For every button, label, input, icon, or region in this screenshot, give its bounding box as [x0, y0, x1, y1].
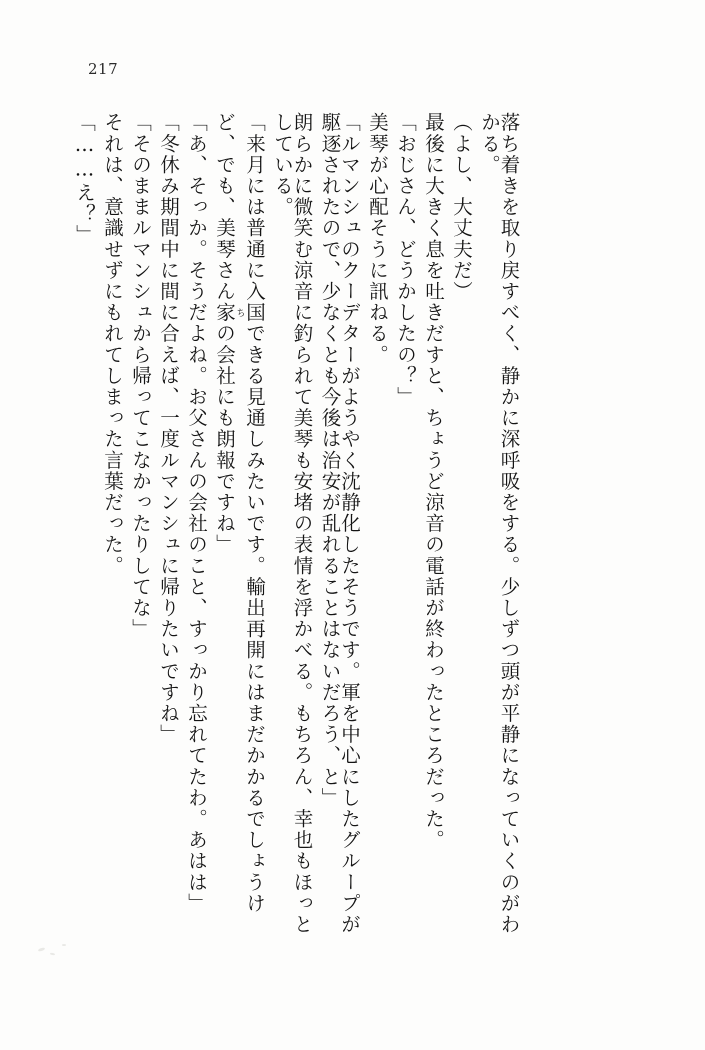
text-column: それは、意識せずにもれてしまった言葉だった。	[101, 112, 124, 577]
page-number: 217	[88, 60, 119, 78]
text-column: 最後に大きく息を吐きだすと、ちょうど涼音の電話が終わったところだった。	[422, 112, 445, 851]
text-column: 美琴が心配そうに訊ねる。	[366, 112, 389, 366]
text-column: 「おじさん、どうかしたの？」	[394, 112, 417, 408]
vertical-text-body	[66, 112, 631, 952]
scan-artifact	[38, 947, 46, 952]
text-column: 「……え？」	[73, 112, 96, 246]
scan-artifact	[62, 944, 66, 946]
text-column: 「ルマンシュのクーデターがようやく沈静化したそうです。軍を中心にしたグループが駆逐されたので、少なくとも今後は治安が乱れることはないだろう、と」	[318, 112, 361, 935]
text-column: 落ち着きを取り戻すべく、静かに深呼吸をする。少しずつ頭が平静になっていくのがわかる。	[478, 112, 521, 935]
text-column: （よし、大丈夫だ）	[450, 112, 473, 302]
text-column: 「そのままルマンシュから帰ってこなかったりしてな」	[129, 112, 152, 640]
text-column: 朗らかに微笑む涼音に釣られて美琴も安堵の表情を浮かべる。もちろん、幸也もほっとしている。	[271, 112, 314, 935]
text-column: 「来月には普通に入国できる見通しみたいです。輸出再開にはまだかかるでしょうけど、でも、美琴さん家ちの会社にも朗報ですね」	[213, 112, 266, 914]
text-column: 「冬休み期間中に間に合えば、一度ルマンシュに帰りたいですね」	[157, 112, 180, 745]
ruby-annotation: 家ち	[213, 301, 245, 324]
text-column: 「あ、そっか。そうだよね。お父さんの会社のこと、すっかり忘れてたわ。あはは」	[185, 112, 208, 914]
scan-artifact	[50, 953, 55, 956]
